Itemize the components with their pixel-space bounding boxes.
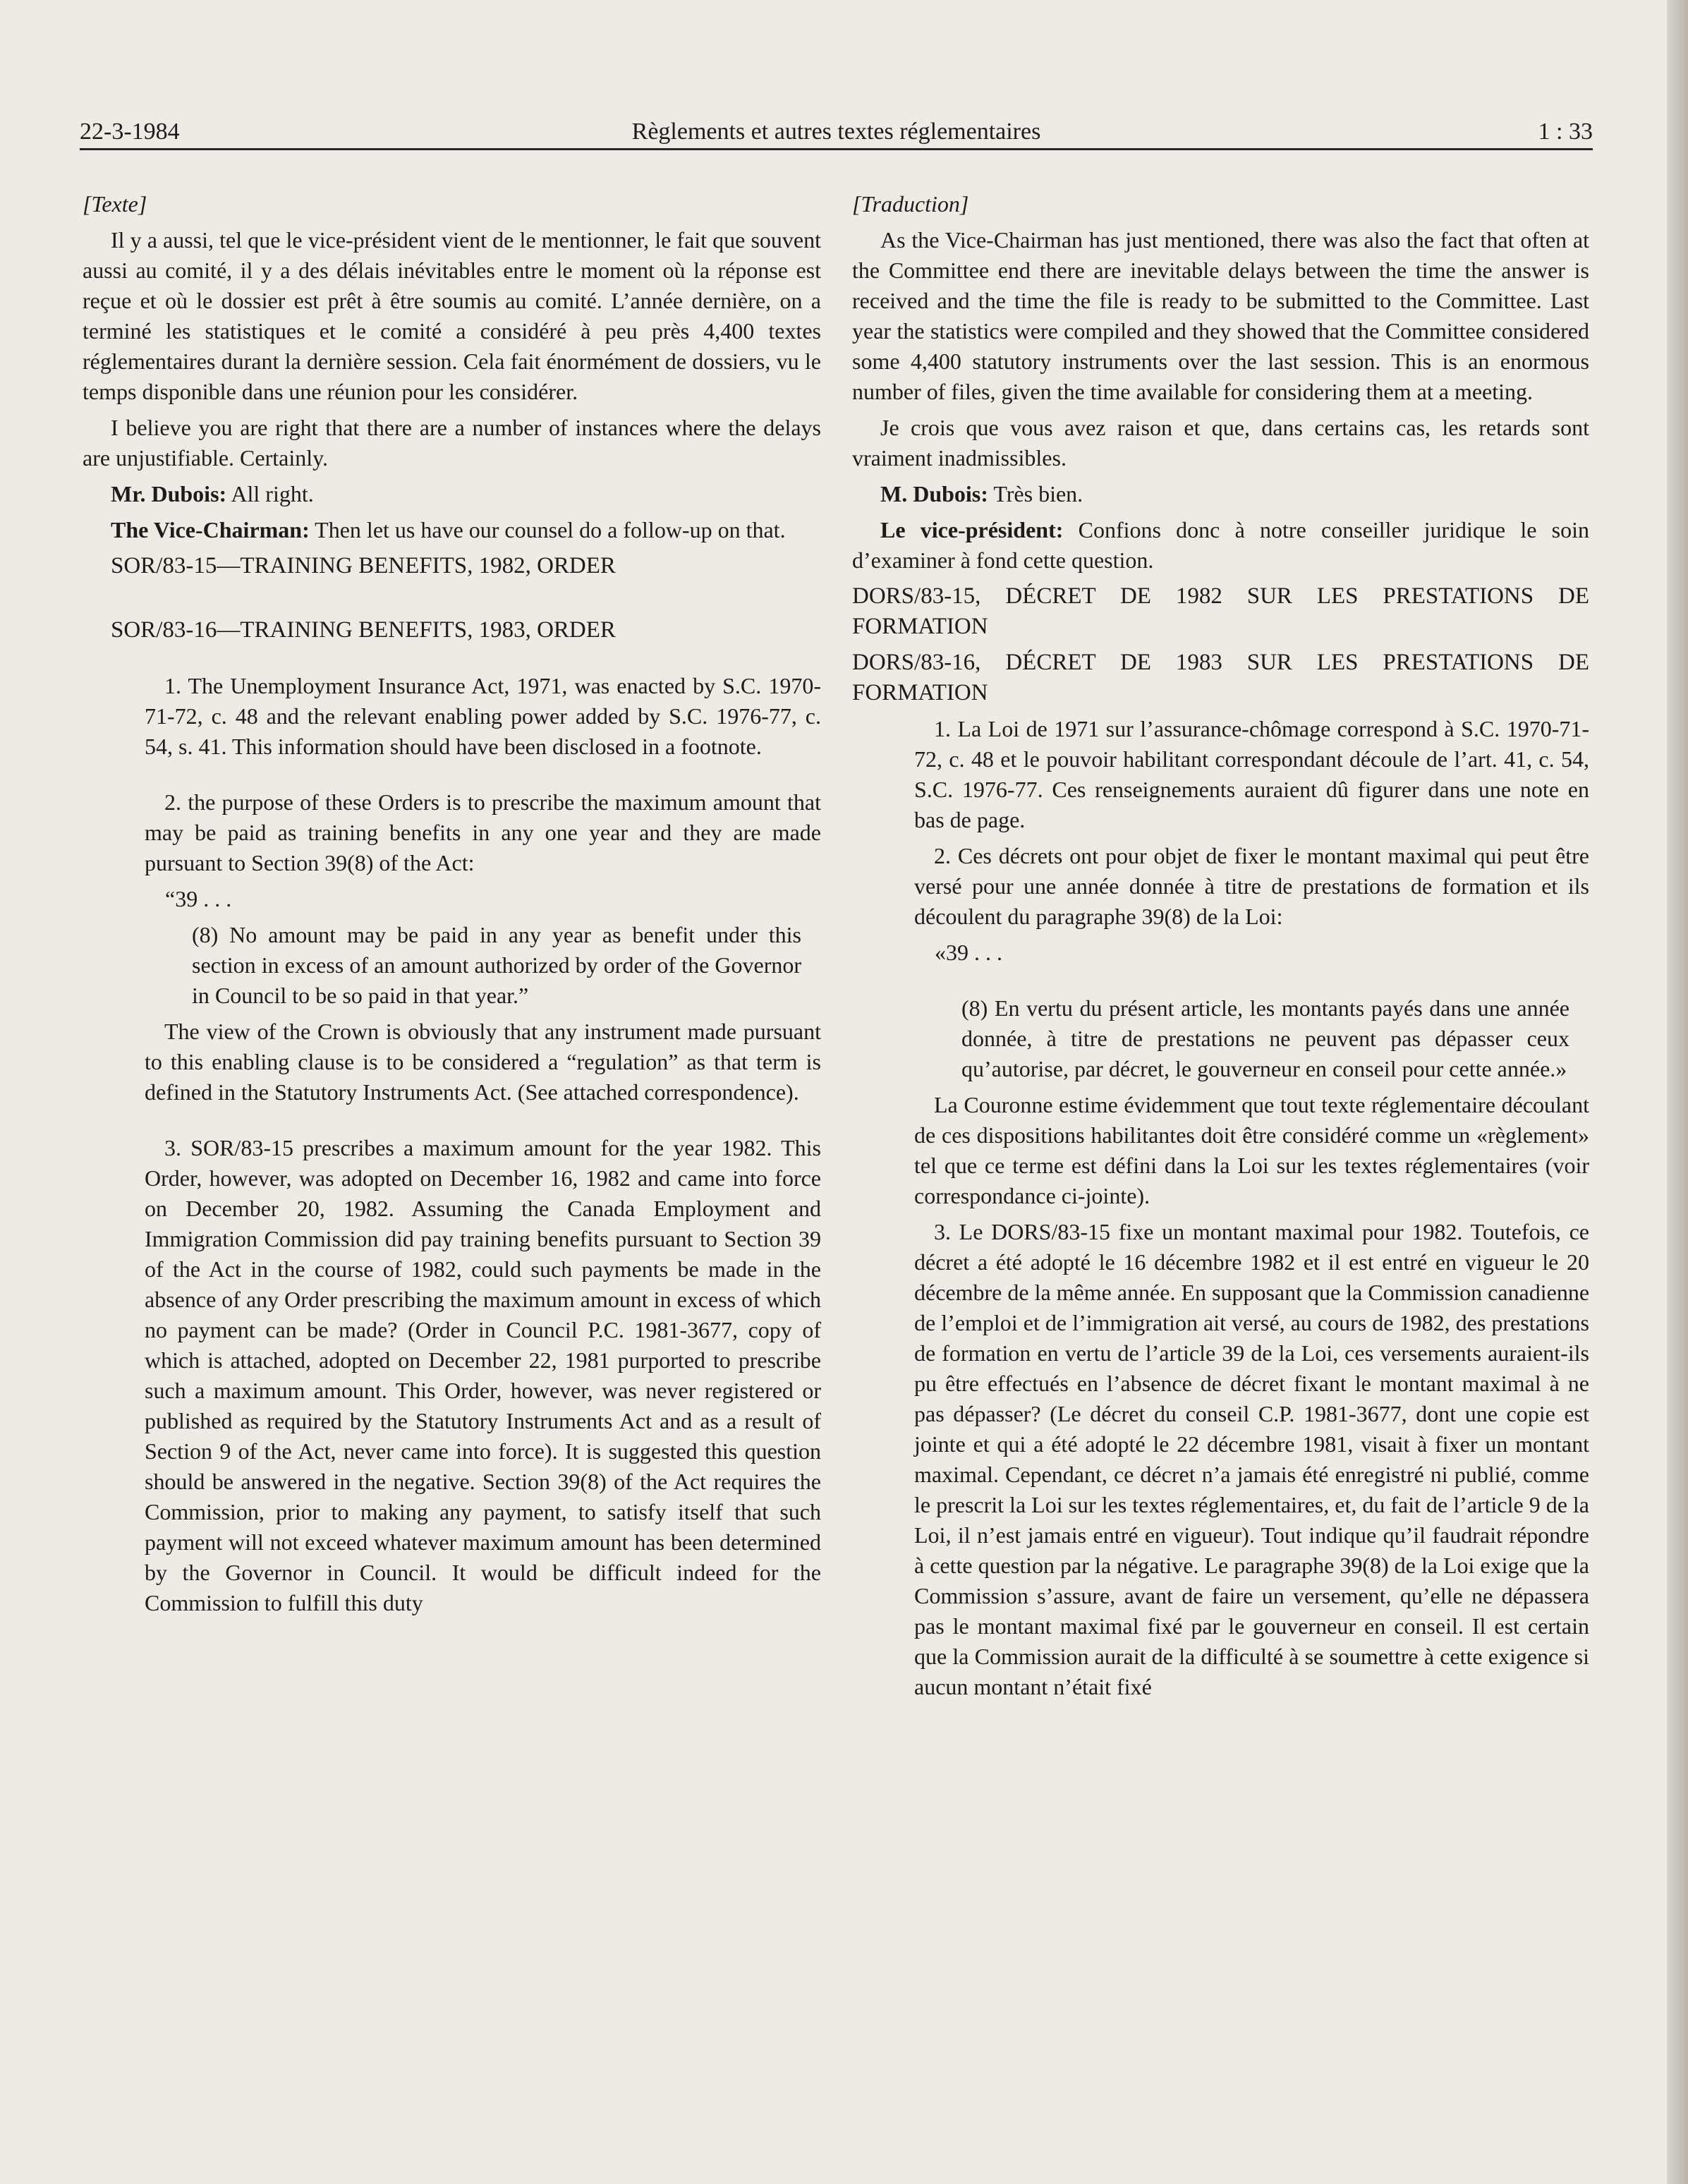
running-header (80, 111, 1593, 150)
speaker-text: All right. (226, 481, 314, 506)
paragraph: Je crois que vous avez raison et que, dans certains cas, les retards sont vraiment inadmissibles. (852, 415, 1589, 471)
speaker-name: M. Dubois: (880, 481, 988, 506)
spacer (83, 768, 821, 787)
page-edge-shadow (1667, 0, 1688, 2184)
quote-open: “39 . . . (165, 886, 232, 911)
section-heading: DORS/83-15, DÉCRET DE 1982 SUR LES PRESTATIONS DE FORMATION (852, 583, 1589, 639)
numbered-paragraph: 3. SOR/83-15 prescribes a maximum amount for the year 1982. This Order, however, was adopted on December 16, 1982 and came into force on December 20, 1982. Assuming the Canada Employment and Immigration Commission did pay training benefits pursuant to Section 39 of the Act in the course of 1982, could such payments be made in the absence of any Order prescribing the maximum amount in excess of which no payment can be made? (Order in Council P.C. 1981-3677, copy of which is attached, adopted on December 22, 1981 purported to prescribe such a maximum amount. This Order, however, was never registered or published as required by the Statutory Instruments Act and as a result of Section 9 of the Act, never came into force). It is suggested this question should be answered in the negative. Section 39(8) of the Act requires the Commission, prior to making any payment, to satisfy itself that such payment will not exceed whatever maximum amount has been determined by the Governor in Council. It would be difficult indeed for the Commission to fulfill this duty (145, 1135, 821, 1615)
speaker-text: Très bien. (988, 481, 1083, 506)
section-heading: SOR/83-16—TRAINING BENEFITS, 1983, ORDER (111, 617, 616, 643)
speaker-text: Then let us have our counsel do a follow-up on that. (309, 517, 786, 542)
header-title: Règlements et autres textes réglementaires (631, 119, 1041, 145)
speaker-line (852, 479, 1589, 509)
header-page-number: 1 : 33 (1538, 119, 1593, 145)
spacer (83, 651, 821, 671)
header-date: 22-3-1984 (80, 119, 180, 145)
spacer (852, 973, 1589, 993)
paragraph: I believe you are right that there are a number of instances where the delays are unjustifiable. Certainly. (83, 415, 821, 471)
section-heading: DORS/83-16, DÉCRET DE 1983 SUR LES PRESTATIONS DE FORMATION (852, 650, 1589, 705)
section-heading: SOR/83-15—TRAINING BENEFITS, 1982, ORDER (111, 553, 616, 578)
quote-text: (8) En vertu du présent article, les montants payés dans une année donnée, à titre de prestations ne peuvent pas dépasser ceux qu’autorise, par décret, le gouverneur en conseil pour cette année.» (961, 995, 1569, 1081)
paragraph: Il y a aussi, tel que le vice-président vient de le mentionner, le fait que souvent aussi au comité, il y a des délais inévitables entre le moment où la réponse est reçue et où le dossier est prêt à être soumis au comité. L’année dernière, on a terminé les statistiques et le comité a considéré à peu près 4,400 textes réglementaires durant la dernière session. Cela fait énormément de dossiers, vu le temps disponible dans une réunion pour les considérer. (83, 227, 821, 404)
numbered-paragraph: 1. The Unemployment Insurance Act, 1971, was enacted by S.C. 1970-71-72, c. 48 and the relevant enabling power added by S.C. 1976-77, c. 54, s. 41. This information should have been disclosed in a footnote. (145, 673, 821, 759)
quote-open: «39 . . . (935, 940, 1002, 965)
numbered-paragraph: 2. the purpose of these Orders is to prescribe the maximum amount that may be paid as training benefits in any one year and they are made pursuant to Section 39(8) of the Act: (145, 789, 821, 875)
text-label: [Texte] (83, 191, 147, 217)
left-column-english (83, 189, 821, 1624)
speaker-line (83, 479, 821, 509)
right-column-french (852, 189, 1589, 1708)
numbered-paragraph: 1. La Loi de 1971 sur l’assurance-chômage correspond à S.C. 1970-71-72, c. 48 et le pouvoir habilitant correspondant découle de l’art. 41, c. 54, S.C. 1976-77. Ces renseignements auraient dû figurer dans une note en bas de page. (914, 716, 1589, 832)
speaker-name: The Vice-Chairman: (111, 517, 310, 542)
paragraph: The view of the Crown is obviously that any instrument made pursuant to this enabling clause is to be considered a “regulation” as that term is defined in the Statutory Instruments Act. (See attached correspondence). (145, 1019, 821, 1105)
numbered-paragraph: 3. Le DORS/83-15 fixe un montant maximal pour 1982. Toutefois, ce décret a été adopté le 16 décembre 1982 et il est entré en vigueur le 20 décembre de la même année. En supposant que la Commission canadienne de l’emploi et de l’immigration ait versé, au cours de 1982, des prestations de formation en vertu de l’article 39 de la Loi, ces versements auraient-ils pu être effectués en l’absence de décret fixant le montant maximal à ne pas dépasser? (Le décret du conseil C.P. 1981-3677, dont une copie est jointe et qui a été adopté le 22 décembre 1981, visait à fixer un montant maximal. Cependant, ce décret n’a jamais été enregistré ni publié, comme le prescrit la Loi sur les textes réglementaires, et, du fait de l’article 9 de la Loi, il n’est jamais entré en vigueur). Tout indique qu’il faudrait répondre à cette question par la négative. Le paragraphe 39(8) de la Loi exige que la Commission s’assure, avant de faire un versement, qu’elle ne dépassera pas le montant maximal fixé par le gouverneur en conseil. Il est certain que la Commission aurait de la difficulté à se soumettre à cette exigence si aucun montant n’était fixé (914, 1219, 1590, 1699)
speaker-name: Mr. Dubois: (111, 481, 227, 506)
spacer (83, 587, 821, 615)
numbered-paragraph: 2. Ces décrets ont pour objet de fixer le montant maximal qui peut être versé pour une année donnée à titre de prestations de formation et ils découlent du paragraphe 39(8) de la Loi: (914, 843, 1589, 929)
quote-text: (8) No amount may be paid in any year as benefit under this section in excess of an amount authorized by order of the Governor in Council to be so paid in that year.” (192, 922, 801, 1008)
speaker-name: Le vice-président: (880, 517, 1064, 542)
spacer (83, 1113, 821, 1133)
speaker-text: Confions donc à notre conseiller juridique le soin d’examiner à fond cette question. (852, 517, 1590, 573)
speaker-line (83, 515, 821, 545)
translation-label: [Traduction] (852, 191, 969, 217)
paragraph: La Couronne estime évidemment que tout texte réglementaire découlant de ces dispositions habilitantes doit être considéré comme un «règlement» tel que ce terme est défini dans la Loi sur les textes réglementaires (voir correspondance ci-jointe). (914, 1092, 1589, 1208)
speaker-line (852, 515, 1589, 576)
paragraph: As the Vice-Chairman has just mentioned, there was also the fact that often at the Committee end there are inevitable delays between the time the answer is received and the time the file is ready to be submitted to the Committee. Last year the statistics were compiled and they showed that the Committee considered some 4,400 statutory instruments over the last session. This is an enormous number of files, given the time available for considering them at a meeting. (852, 227, 1589, 404)
